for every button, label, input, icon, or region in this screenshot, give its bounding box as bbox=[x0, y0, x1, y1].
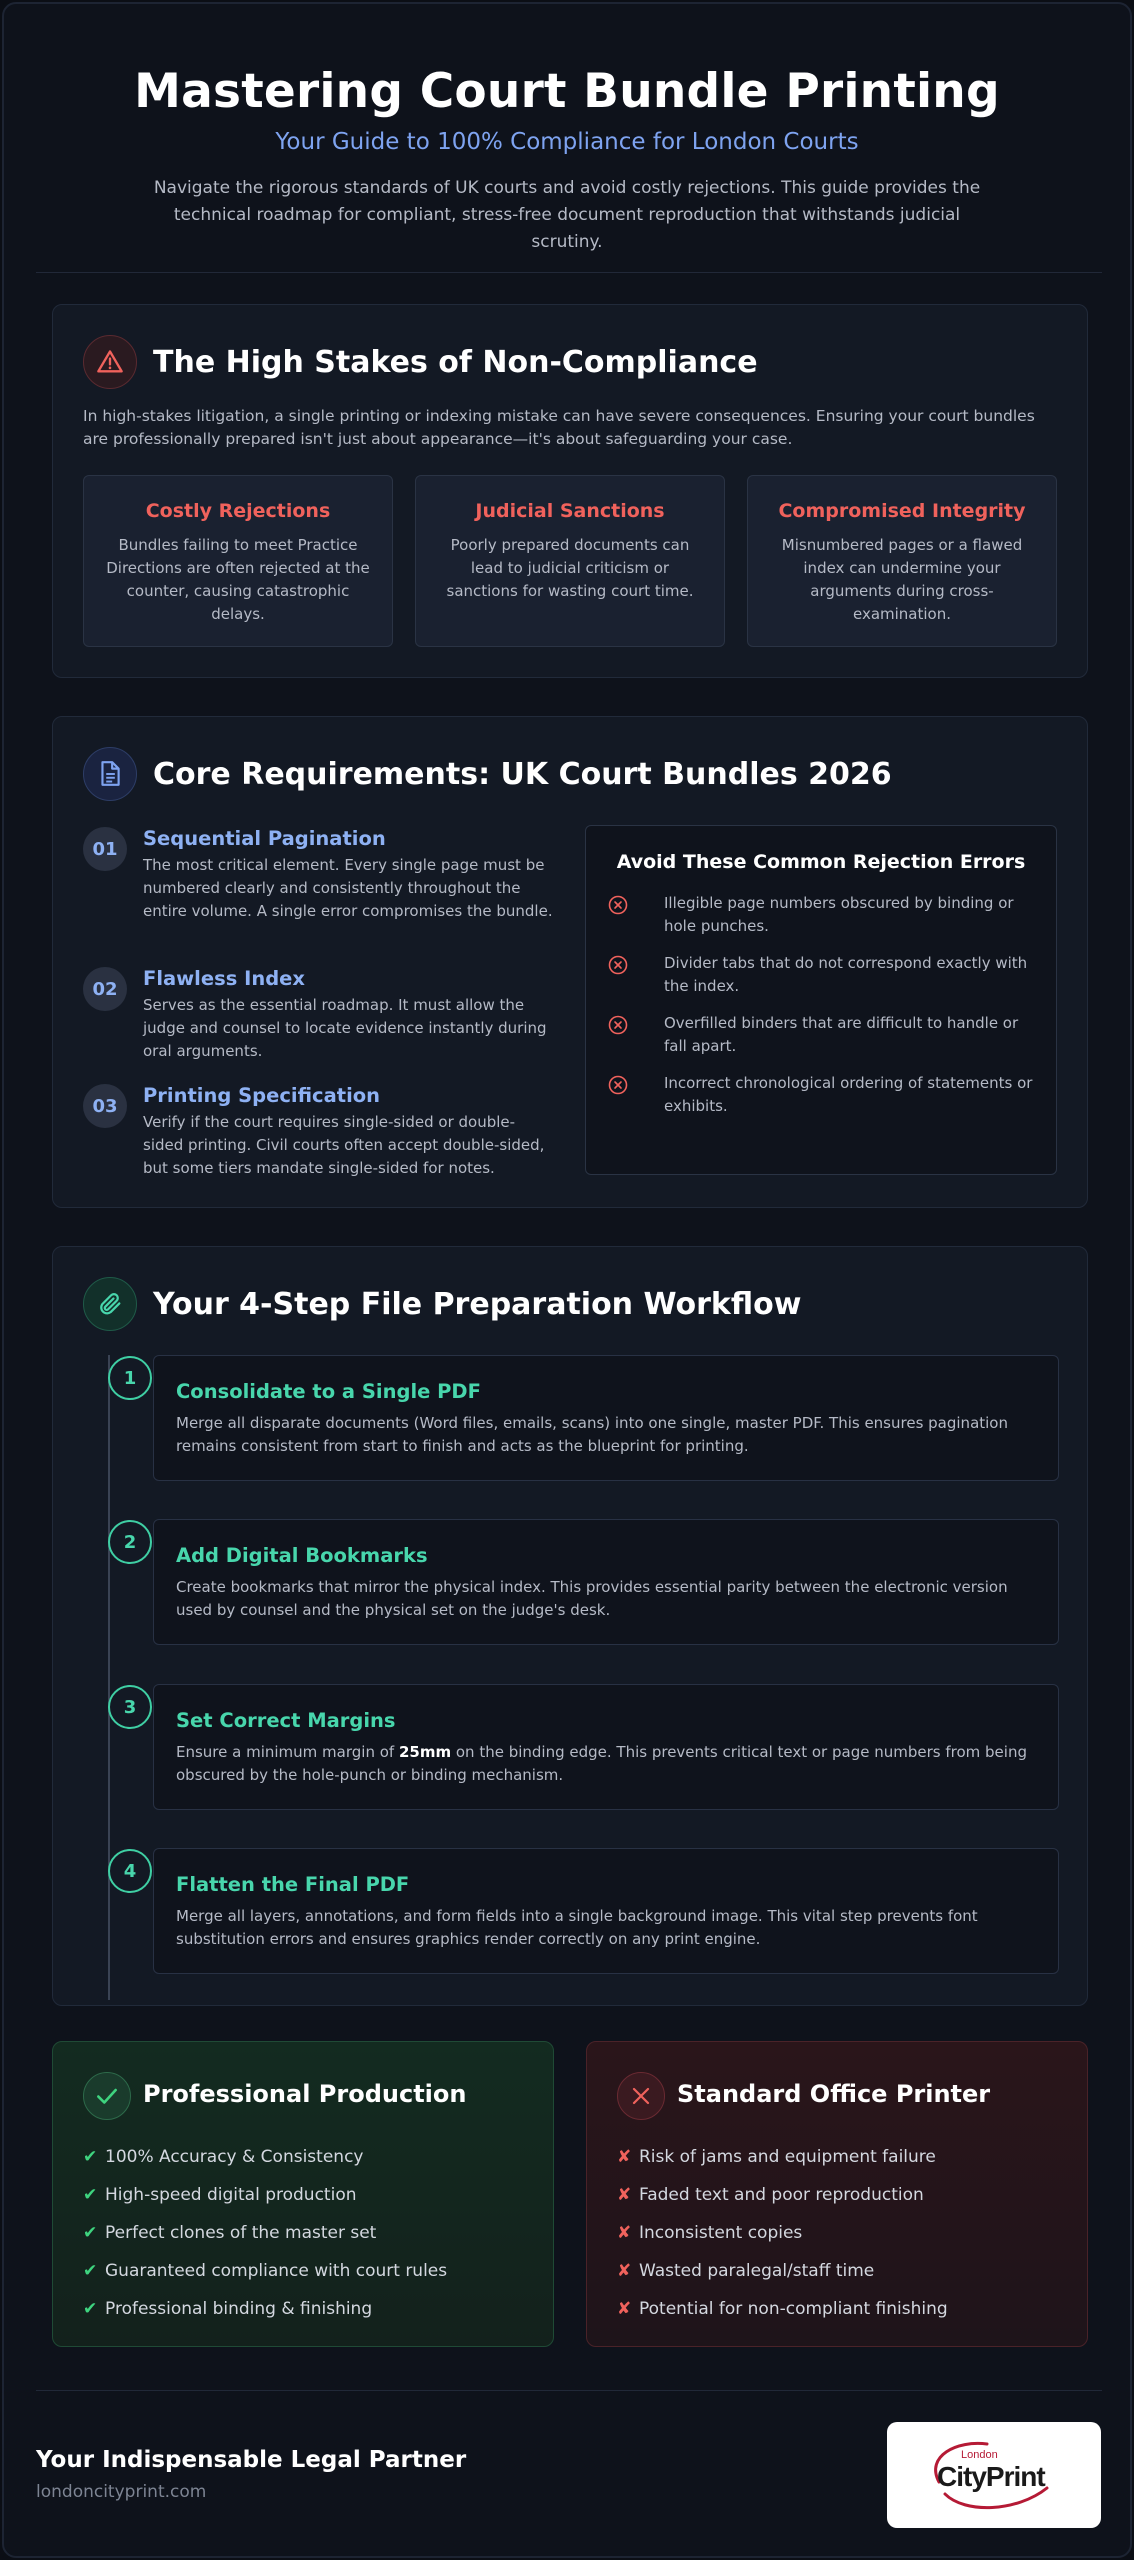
check-mark-icon: ✔ bbox=[83, 2261, 98, 2281]
rejection-errors-title: Avoid These Common Rejection Errors bbox=[616, 851, 1026, 873]
requirement-text: Serves as the essential roadmap. It must allow the judge and counsel to locate evidence instantly during oral arguments. bbox=[143, 996, 547, 1060]
stakes-card bbox=[415, 475, 725, 647]
cross-mark-icon: ✘ bbox=[617, 2261, 632, 2281]
step-number: 4 bbox=[108, 1849, 152, 1893]
requirement-text: The most critical element. Every single page must be numbered clearly and consistently throughout the entire volume. A single error compromises the bundle. bbox=[143, 856, 553, 920]
timeline-line bbox=[108, 1355, 110, 2000]
list-item: ✘ Wasted paralegal/staff time bbox=[617, 2252, 948, 2290]
error-text: Overfilled binders that are difficult to handle or fall apart. bbox=[664, 1014, 1019, 1055]
requirement-number: 03 bbox=[83, 1084, 127, 1128]
card-title: Compromised Integrity bbox=[778, 500, 1026, 522]
cross-mark-icon: ✘ bbox=[617, 2299, 632, 2319]
cross-icon bbox=[617, 2072, 665, 2120]
check-mark-icon: ✔ bbox=[83, 2223, 98, 2243]
standard-list bbox=[617, 2138, 948, 2328]
step-text-after: on the binding edge. This prevents critical text or page numbers from being obscured by the hole-punch or binding mechanism. bbox=[176, 1743, 1027, 1784]
error-x-icon bbox=[608, 895, 628, 915]
list-item: ✔ Perfect clones of the master set bbox=[83, 2214, 447, 2252]
step-title: Flatten the Final PDF bbox=[176, 1873, 410, 1896]
professional-list bbox=[83, 2138, 447, 2328]
list-item: ✔ 100% Accuracy & Consistency bbox=[83, 2138, 447, 2176]
workflow-step bbox=[123, 1519, 1059, 1645]
stakes-description: In high-stakes litigation, a single printing or indexing mistake can have severe consequences. Ensuring your court bundles are professionally prepared isn't just about appearance—it's about safeguarding your case. bbox=[83, 407, 1035, 448]
step-title: Consolidate to a Single PDF bbox=[176, 1380, 481, 1403]
margin-value: 25mm bbox=[398, 1743, 452, 1761]
step-title: Set Correct Margins bbox=[176, 1709, 396, 1732]
infographic bbox=[2, 2, 1132, 2558]
logo-main-text: CityPrint bbox=[937, 2461, 1045, 2492]
requirement-number: 02 bbox=[83, 967, 127, 1011]
list-item: ✘ Faded text and poor reproduction bbox=[617, 2176, 948, 2214]
error-x-icon bbox=[608, 955, 628, 975]
professional-title: Professional Production bbox=[143, 2080, 467, 2108]
website-link[interactable]: londoncityprint.com bbox=[36, 2482, 207, 2502]
check-icon bbox=[83, 2072, 131, 2120]
list-item: ✘ Risk of jams and equipment failure bbox=[617, 2138, 948, 2176]
page-subtitle: Your Guide to 100% Compliance for London Courts bbox=[275, 129, 859, 155]
requirement-text: Verify if the court requires single-sided or double-sided printing. Civil courts often accept double-sided, but some tiers mandate single-sided for notes. bbox=[143, 1113, 545, 1177]
page-title: Mastering Court Bundle Printing bbox=[134, 64, 1000, 119]
list-item: ✔ High-speed digital production bbox=[83, 2176, 447, 2214]
document-icon bbox=[83, 747, 137, 801]
standard-title: Standard Office Printer bbox=[677, 2080, 991, 2108]
workflow-title: Your 4-Step File Preparation Workflow bbox=[153, 1287, 802, 1322]
intro-text: Navigate the rigorous standards of UK courts and avoid costly rejections. This guide provides the technical roadmap for compliant, stress-free document reproduction that withstands judicial scrutiny. bbox=[153, 178, 981, 252]
requirement-title: Sequential Pagination bbox=[143, 827, 386, 850]
list-item: ✔ Guaranteed compliance with court rules bbox=[83, 2252, 447, 2290]
error-x-icon bbox=[608, 1015, 628, 1035]
workflow-step bbox=[123, 1848, 1059, 1974]
rejection-errors-box bbox=[585, 825, 1057, 1175]
error-text: Illegible page numbers obscured by binding or hole punches. bbox=[664, 894, 1014, 935]
stakes-card bbox=[747, 475, 1057, 647]
step-number: 3 bbox=[108, 1685, 152, 1729]
step-text-before: Ensure a minimum margin of bbox=[176, 1743, 399, 1761]
check-mark-icon: ✔ bbox=[83, 2299, 98, 2319]
divider bbox=[36, 272, 1102, 273]
list-item: ✔ Professional binding & finishing bbox=[83, 2290, 447, 2328]
step-text bbox=[176, 1741, 1046, 1787]
card-title: Costly Rejections bbox=[145, 500, 331, 522]
city-print-logo bbox=[887, 2422, 1101, 2528]
step-number: 1 bbox=[108, 1356, 152, 1400]
error-text: Divider tabs that do not correspond exactly with the index. bbox=[664, 954, 1028, 995]
paperclip-icon bbox=[83, 1277, 137, 1331]
header bbox=[4, 64, 1130, 256]
check-mark-icon: ✔ bbox=[83, 2185, 98, 2205]
step-number: 2 bbox=[108, 1520, 152, 1564]
divider bbox=[36, 2390, 1102, 2391]
error-x-icon bbox=[608, 1075, 628, 1095]
card-title: Judicial Sanctions bbox=[475, 500, 665, 522]
requirement-number: 01 bbox=[83, 827, 127, 871]
card-text: Bundles failing to meet Practice Directions are often rejected at the counter, causing catastrophic delays. bbox=[106, 536, 370, 623]
workflow-section bbox=[52, 1246, 1088, 2006]
warning-icon bbox=[83, 335, 137, 389]
logo-small-text: London bbox=[961, 2449, 998, 2461]
list-item: ✘ Inconsistent copies bbox=[617, 2214, 948, 2252]
check-mark-icon: ✔ bbox=[83, 2147, 98, 2167]
stakes-title: The High Stakes of Non-Compliance bbox=[153, 345, 758, 380]
list-item: ✘ Potential for non-compliant finishing bbox=[617, 2290, 948, 2328]
step-text: Merge all disparate documents (Word files, emails, scans) into one single, master PDF. This ensures pagination remains consistent from start to finish and acts as the blueprint for printing. bbox=[176, 1414, 1008, 1455]
step-text: Merge all layers, annotations, and form fields into a single background image. This vital step prevents font substitution errors and ensures graphics render correctly on any print engine. bbox=[176, 1907, 978, 1948]
workflow-step bbox=[123, 1684, 1059, 1810]
cross-mark-icon: ✘ bbox=[617, 2147, 632, 2167]
error-text: Incorrect chronological ordering of statements or exhibits. bbox=[664, 1074, 1033, 1115]
professional-production-panel bbox=[52, 2041, 554, 2347]
card-text: Misnumbered pages or a flawed index can undermine your arguments during cross-examination. bbox=[781, 536, 1023, 623]
requirements-title: Core Requirements: UK Court Bundles 2026 bbox=[153, 757, 892, 792]
stakes-card bbox=[83, 475, 393, 647]
requirement-title: Flawless Index bbox=[143, 967, 305, 990]
step-title: Add Digital Bookmarks bbox=[176, 1544, 428, 1567]
step-text: Create bookmarks that mirror the physical index. This provides essential parity between the electronic version used by counsel and the physical set on the judge's desk. bbox=[176, 1578, 1008, 1619]
card-text: Poorly prepared documents can lead to judicial criticism or sanctions for wasting court time. bbox=[446, 536, 694, 600]
workflow-step bbox=[123, 1355, 1059, 1481]
standard-printer-panel bbox=[586, 2041, 1088, 2347]
footer-title: Your Indispensable Legal Partner bbox=[36, 2447, 467, 2473]
stakes-section bbox=[52, 304, 1088, 678]
requirement-title: Printing Specification bbox=[143, 1084, 381, 1107]
requirements-section bbox=[52, 716, 1088, 1208]
cross-mark-icon: ✘ bbox=[617, 2185, 632, 2205]
cross-mark-icon: ✘ bbox=[617, 2223, 632, 2243]
